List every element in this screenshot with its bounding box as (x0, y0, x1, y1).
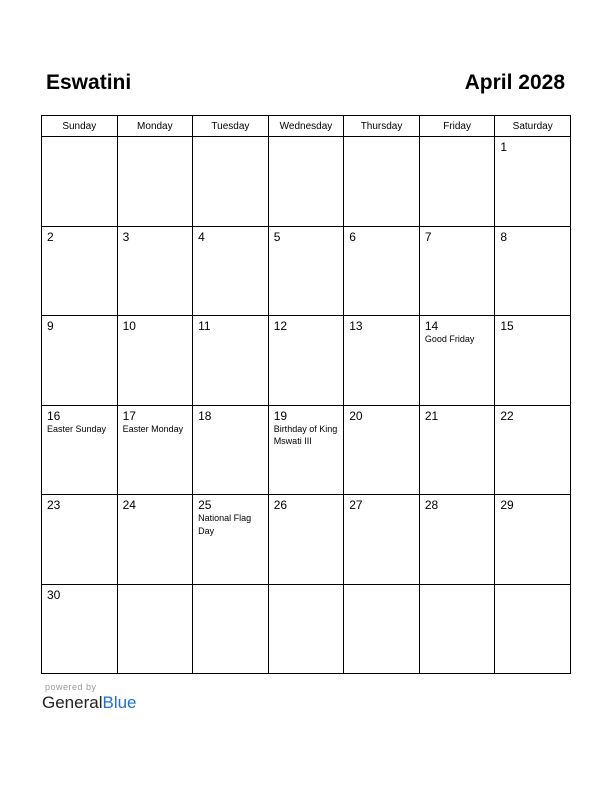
month-title: April 2028 (464, 71, 565, 94)
holiday-label: Birthday of King Mswati III (273, 423, 338, 446)
day-cell (344, 137, 420, 227)
day-cell (117, 137, 193, 227)
weekday-sunday: Sunday (42, 116, 118, 137)
day-number: 24 (122, 498, 136, 512)
day-number: 9 (47, 319, 54, 333)
day-number: 1 (500, 140, 508, 154)
brand-general: General (42, 693, 103, 712)
day-cell (419, 495, 495, 585)
day-number: 25 (198, 498, 212, 512)
week-row (42, 316, 571, 406)
day-number: 27 (349, 498, 363, 512)
day-number: 8 (500, 229, 508, 244)
day-cell (117, 405, 193, 495)
country-title: Eswatini (46, 71, 132, 94)
day-cell (419, 316, 495, 406)
week-row (42, 495, 571, 585)
powered-by-label: powered by (45, 682, 97, 692)
day-number: 18 (198, 408, 212, 423)
day-cell (419, 226, 495, 316)
weekday-wednesday: Wednesday (268, 116, 344, 137)
day-number: 20 (349, 408, 363, 423)
day-cell (344, 495, 420, 585)
day-cell (419, 584, 495, 674)
day-cell (42, 405, 118, 495)
day-cell (268, 495, 344, 585)
day-number: 16 (47, 408, 61, 423)
day-cell (42, 495, 118, 585)
holiday-label: National Flag Day (198, 513, 252, 536)
day-cell (344, 316, 420, 406)
day-number: 30 (47, 587, 61, 602)
day-number: 19 (273, 408, 288, 423)
day-cell (42, 316, 118, 406)
week-row (42, 584, 571, 674)
day-cell (117, 584, 193, 674)
day-number: 28 (424, 498, 439, 512)
weekday-thursday: Thursday (344, 116, 420, 137)
day-number: 2 (47, 229, 54, 244)
day-cell (344, 584, 420, 674)
day-cell (344, 226, 420, 316)
day-number: 22 (500, 408, 514, 423)
day-number: 21 (424, 408, 439, 423)
day-cell (117, 226, 193, 316)
day-cell (419, 137, 495, 227)
day-cell (268, 137, 344, 227)
day-cell (193, 495, 269, 585)
day-cell (344, 405, 420, 495)
holiday-label: Easter Monday (122, 423, 184, 434)
day-cell (268, 584, 344, 674)
weekday-friday: Friday (419, 116, 495, 137)
day-number: 12 (273, 319, 288, 333)
day-number: 4 (198, 229, 205, 244)
day-number: 13 (349, 319, 363, 333)
day-cell (495, 316, 571, 406)
day-number: 11 (198, 319, 211, 333)
day-number: 14 (424, 319, 439, 333)
week-row (42, 226, 571, 316)
day-cell (495, 226, 571, 316)
calendar-grid (41, 115, 571, 674)
day-cell (117, 495, 193, 585)
day-cell (268, 405, 344, 495)
day-cell (193, 137, 269, 227)
day-cell (495, 584, 571, 674)
day-number: 5 (273, 229, 281, 244)
footer-branding (42, 682, 137, 713)
day-number: 7 (424, 229, 432, 244)
day-cell (268, 226, 344, 316)
day-number: 23 (47, 498, 61, 512)
day-number: 10 (122, 319, 136, 333)
day-cell (495, 405, 571, 495)
day-cell (193, 316, 269, 406)
day-number: 15 (500, 319, 514, 333)
day-cell (42, 137, 118, 227)
day-cell (268, 316, 344, 406)
brand-blue: Blue (102, 693, 137, 712)
week-row (42, 137, 571, 227)
day-number: 26 (273, 498, 288, 512)
day-cell (495, 495, 571, 585)
weekday-tuesday: Tuesday (193, 116, 269, 137)
weekday-monday: Monday (117, 116, 193, 137)
day-cell (419, 405, 495, 495)
day-number: 6 (349, 229, 356, 244)
holiday-label: Good Friday (424, 334, 475, 344)
day-cell (495, 137, 571, 227)
day-cell (117, 316, 193, 406)
day-number: 17 (122, 408, 136, 423)
day-number: 29 (500, 498, 514, 512)
holiday-label: Easter Sunday (47, 423, 107, 434)
day-cell (193, 405, 269, 495)
week-row (42, 405, 571, 495)
day-cell (42, 584, 118, 674)
generalblue-logo[interactable] (42, 693, 137, 713)
day-cell (42, 226, 118, 316)
weekday-header-row (42, 116, 571, 137)
day-number: 3 (122, 229, 130, 244)
day-cell (193, 584, 269, 674)
day-cell (193, 226, 269, 316)
weekday-saturday: Saturday (495, 116, 571, 137)
